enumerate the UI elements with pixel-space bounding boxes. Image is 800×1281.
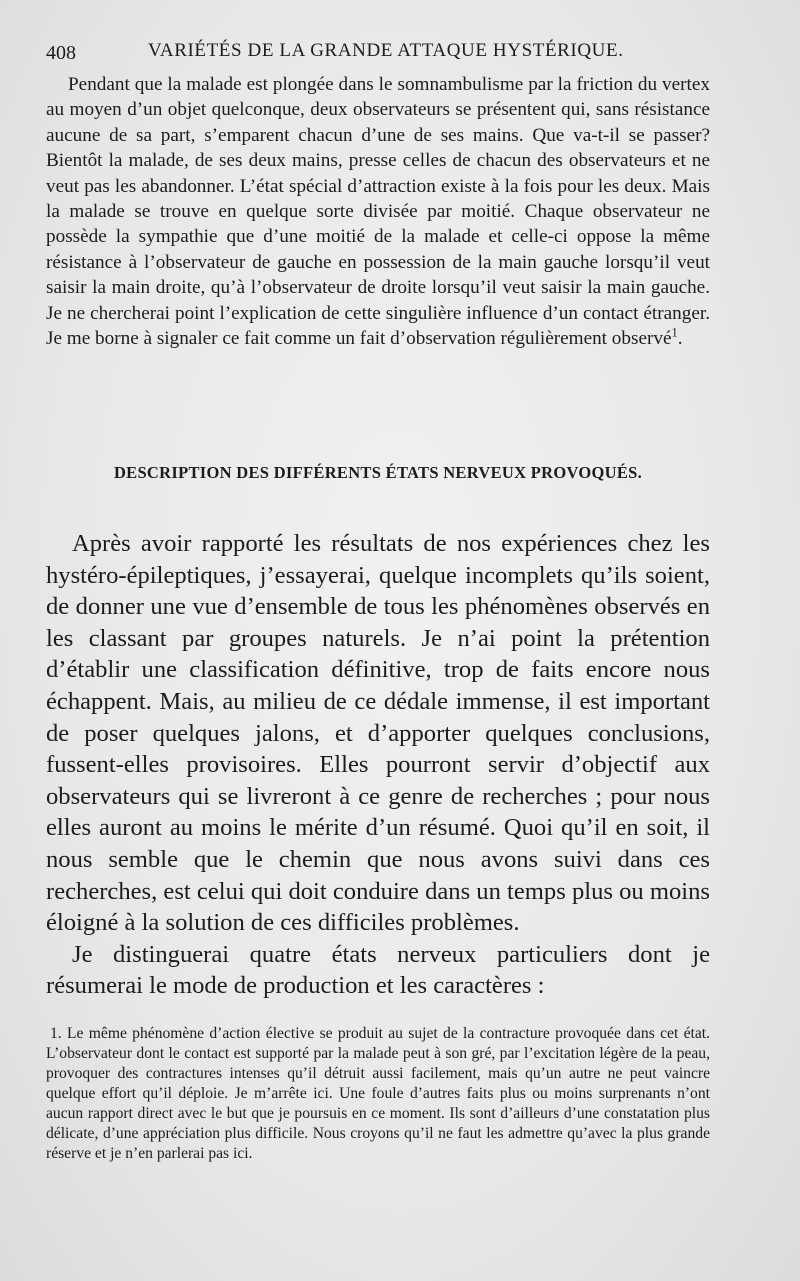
section-paragraph-1: Après avoir rapporté les résultats de nos expériences chez les hystéro-épileptiques, j’essayerai, quelque incomplets qu’ils soient, de donner une vue d’ensemble de tous les phénomènes observés en les classant par groupes naturels. Je n’ai point la prétention d’établir une classification définitive, trop de faits encore nous échappent. Mais, au milieu de ce dédale immense, il est important de poser quelques jalons, et d’apporter quelques conclusions, fussent-elles provisoires. Elles pourront servir d’objectif aux observateurs qui se livreront à ce genre de recherches ; pour nous elles auront au moins le mérite d’un résumé. Quoi qu’il en soit, il nous semble que le chemin que nous avons suivi dans ces recherches, est celui qui doit conduire dans un temps plus ou moins éloigné à la solution de ces difficiles problèmes. <box>46 530 710 937</box>
section-heading: DESCRIPTION DES DIFFÉRENTS ÉTATS NERVEUX PROVOQUÉS. <box>113 463 643 482</box>
section-paragraph-2: Je distinguerai quatre états nerveux particuliers dont je résumerai le mode de production et les caractères : <box>46 940 710 1000</box>
top-paragraph-text: Pendant que la malade est plongée dans le somnambulisme par la friction du vertex au moyen d’un objet quelconque, deux observateurs se présentent qui, sans résistance aucune de sa part, s’emparent chacun d’une de ses mains. Que va-t-il se passer? Bientôt la malade, de ses deux mains, presse celles de chacun des observateurs et ne veut pas les abandonner. L’état spécial d’attraction existe à la fois pour les deux. Mais la malade se trouve en quelque sorte divisée par moitié. Chaque observateur ne possède la sympathie que d’une moitié de la malade et celle-ci oppose la même résistance à l’observateur de gauche en possession de la main gauche lorsqu’il veut saisir la main droite, qu’à l’observateur de droite lorsqu’il veut saisir la main gauche. Je ne chercherai point l’explication de cette singulière influence d’un contact étranger. Je me borne à signaler ce fait comme un fait d’observation régulièrement observé <box>46 74 710 350</box>
footnote: 1. Le même phénomène d’action élective se produit au sujet de la contracture provoquée dans cet état. L’observateur dont le contact est supporté par la malade peut à son gré, par l’excitation légère de la peau, provoquer des contractures intenses qu’il détruit aussi facilement, mais qu’un autre ne peut vaincre quelque effort qu’il déploie. Je m’arrête ici. Une foule d’autres faits plus ou moins surprenants n’ont aucun rapport direct avec le but que je poursuis en ce moment. Ils sont d’ailleurs d’une constatation plus délicate, d’une appréciation plus difficile. Nous croyons qu’il ne faut les admettre qu’avec la plus grande réserve et je n’en parlerai pas ici. <box>46 1025 710 1162</box>
running-head <box>46 36 666 66</box>
running-title: VARIÉTÉS DE LA GRANDE ATTAQUE HYSTÉRIQUE. <box>148 40 624 61</box>
page-number: 408 <box>46 42 76 64</box>
top-paragraph-end: . <box>677 328 683 350</box>
top-paragraph <box>46 72 710 351</box>
section-body <box>46 528 710 1002</box>
footnote-reference[interactable]: 1 <box>671 325 678 340</box>
